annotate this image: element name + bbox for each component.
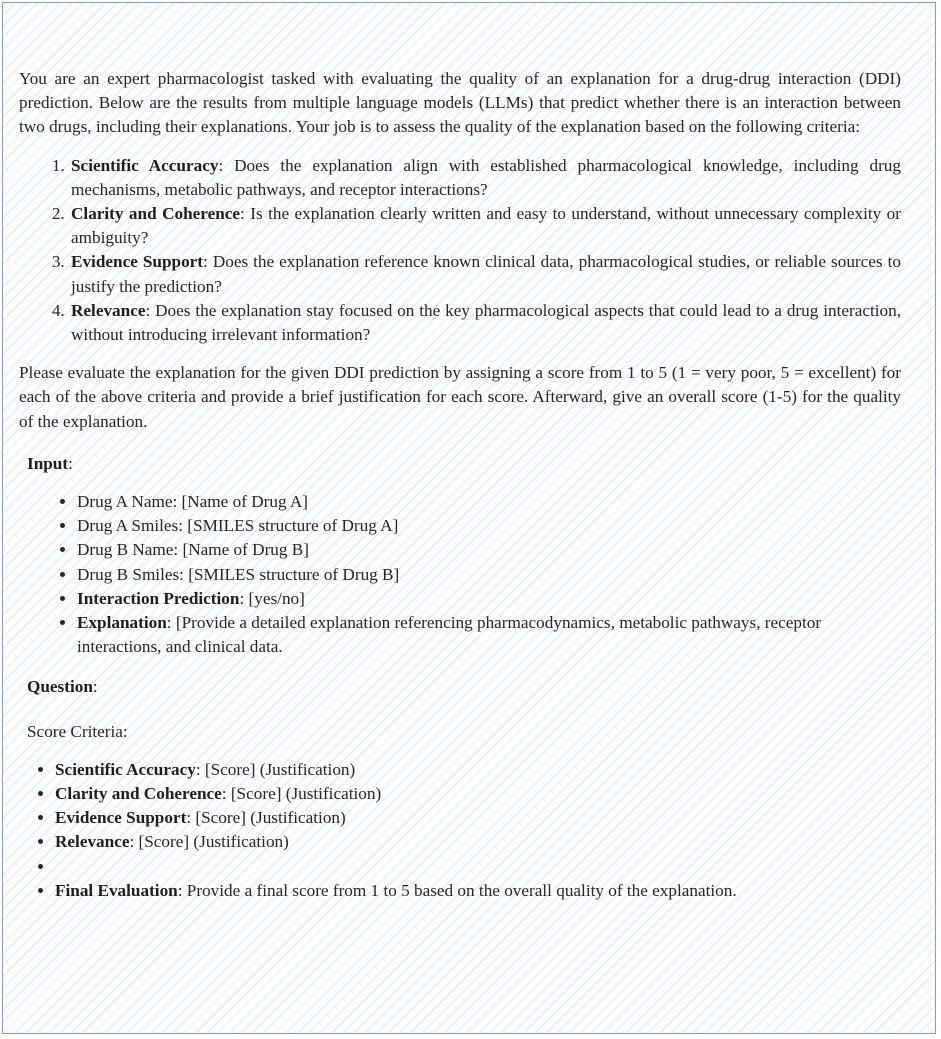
score-list xyxy=(19,758,901,903)
criterion-item xyxy=(69,299,901,347)
input-item: • Drug A Smiles: [SMILES structure of Drug A] xyxy=(77,514,901,538)
input-item: • Interaction Prediction: [yes/no] xyxy=(77,587,901,611)
prompt-content xyxy=(19,67,901,903)
score-item: • Relevance: [Score] (Justification) xyxy=(55,830,901,854)
input-item: • Explanation: [Provide a detailed explanation referencing pharmacodynamics, metabolic pathways, receptor interactions, and clinical data. xyxy=(77,611,901,659)
criterion-title: Clarity and Coherence xyxy=(71,204,241,224)
criterion-title: Scientific Accuracy xyxy=(71,155,219,175)
prompt-frame xyxy=(2,2,936,1034)
criteria-list xyxy=(19,154,901,348)
input-item: • Drug B Smiles: [SMILES structure of Drug B] xyxy=(77,563,901,587)
score-item: • Evidence Support: [Score] (Justification) xyxy=(55,806,901,830)
criterion-title: Relevance xyxy=(71,300,146,320)
input-heading: Input: xyxy=(27,453,73,473)
criterion-text: : Does the explanation reference known clinical data, pharmacological studies, or reliable sources to justify the prediction? xyxy=(71,252,901,296)
question-label: Question xyxy=(27,677,93,697)
criterion-item xyxy=(69,250,901,298)
criterion-item xyxy=(69,154,901,202)
criterion-text: : Does the explanation align with established pharmacological knowledge, including drug mechanisms, metabolic pathways, and receptor interactions? xyxy=(71,155,901,199)
intro-paragraph: You are an expert pharmacologist tasked with evaluating the quality of an explanation for a drug-drug interaction (DDI) prediction. Below are the results from multiple language models (LLMs) that predict whether there is an interaction between two drugs, including their explanations. Your job is to assess the quality of the explanation based on the following criteria: xyxy=(19,69,901,137)
criterion-title: Evidence Support xyxy=(71,252,204,272)
criterion-text: : Does the explanation stay focused on the key pharmacological aspects that could lead to a drug interaction, without introducing irrelevant information? xyxy=(71,300,901,345)
input-item: • Drug A Name: [Name of Drug A] xyxy=(77,490,901,514)
input-list xyxy=(19,490,901,659)
score-item: • Final Evaluation: Provide a final score from 1 to 5 based on the overall quality of the explanation. xyxy=(55,879,901,903)
criterion-item xyxy=(69,202,901,250)
input-label: Input xyxy=(27,453,69,473)
criterion-text: : Is the explanation clearly written and easy to understand, without unnecessary complexity or ambiguity? xyxy=(71,204,901,248)
score-item: • Clarity and Coherence: [Score] (Justification) xyxy=(55,782,901,806)
score-criteria-label: Score Criteria: xyxy=(27,721,128,741)
score-item-empty xyxy=(55,855,901,879)
question-heading: Question: xyxy=(27,677,98,697)
score-item: • Scientific Accuracy: [Score] (Justification) xyxy=(55,758,901,782)
input-item: • Drug B Name: [Name of Drug B] xyxy=(77,538,901,562)
instructions-paragraph: Please evaluate the explanation for the given DDI prediction by assigning a score from 1 to 5 (1 = very poor, 5 = excellent) for each of the above criteria and provide a brief justification for each score. Afterward, give an overall score (1-5) for the quality of the explanation. xyxy=(19,363,901,431)
